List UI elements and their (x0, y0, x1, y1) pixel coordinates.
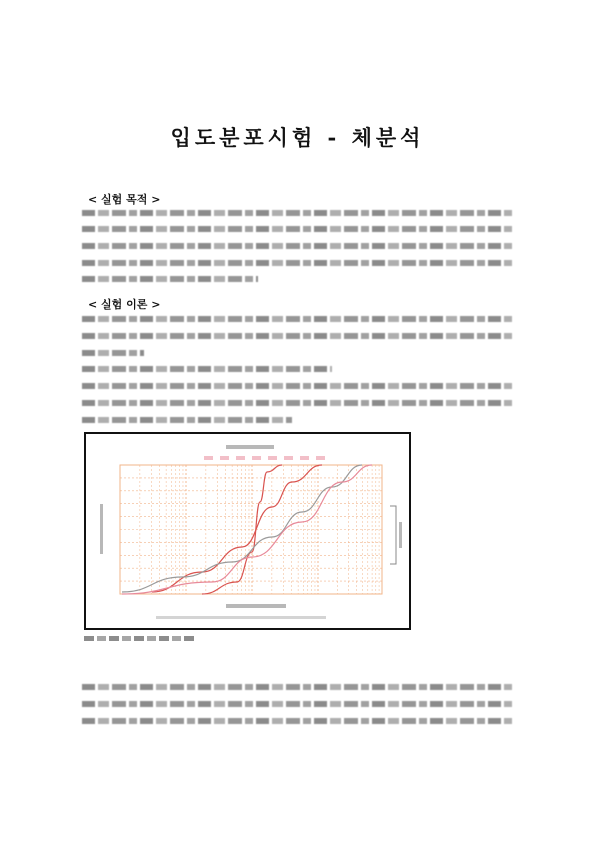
page-title: 입도분포시험 - 체분석 (170, 125, 425, 150)
sieve-label-mark (236, 456, 245, 460)
y-axis-label-mark (100, 504, 103, 554)
illegible-text-line (82, 350, 144, 356)
sieve-label-mark (268, 456, 277, 460)
sieve-label-mark (220, 456, 229, 460)
sieve-label-mark (300, 456, 309, 460)
grading-curve-2 (152, 465, 322, 592)
illegible-text-line (82, 417, 292, 423)
figure-caption (84, 636, 196, 641)
x-axis-note-mark (156, 616, 326, 619)
illegible-text-line (82, 243, 512, 249)
sieve-label-mark (284, 456, 293, 460)
illegible-text-line (82, 400, 512, 406)
illegible-text-line (82, 366, 332, 372)
illegible-text-line (82, 276, 258, 282)
chart-title-mark (226, 445, 274, 449)
x-axis-label-mark (226, 604, 286, 608)
sieve-label-mark (316, 456, 325, 460)
illegible-text-line (82, 210, 512, 216)
sieve-label-mark (252, 456, 261, 460)
section-heading-theory: < 실험 이론 > (88, 298, 161, 311)
illegible-text-line (82, 718, 512, 724)
sieve-label-mark (204, 456, 213, 460)
illegible-text-line (82, 701, 512, 707)
section-heading-purpose: < 실험 목적 > (88, 193, 161, 206)
grain-size-chart (86, 434, 409, 628)
grain-size-distribution-figure (84, 432, 411, 630)
right-bracket (390, 506, 396, 564)
illegible-text-line (82, 316, 512, 322)
illegible-text-line (82, 226, 512, 232)
illegible-text-line (82, 260, 512, 266)
illegible-text-line (82, 383, 512, 389)
illegible-text-line (82, 684, 512, 690)
grading-curve-3 (122, 465, 362, 592)
right-label-mark (399, 522, 402, 548)
plot-area (120, 465, 382, 594)
illegible-text-line (82, 333, 512, 339)
